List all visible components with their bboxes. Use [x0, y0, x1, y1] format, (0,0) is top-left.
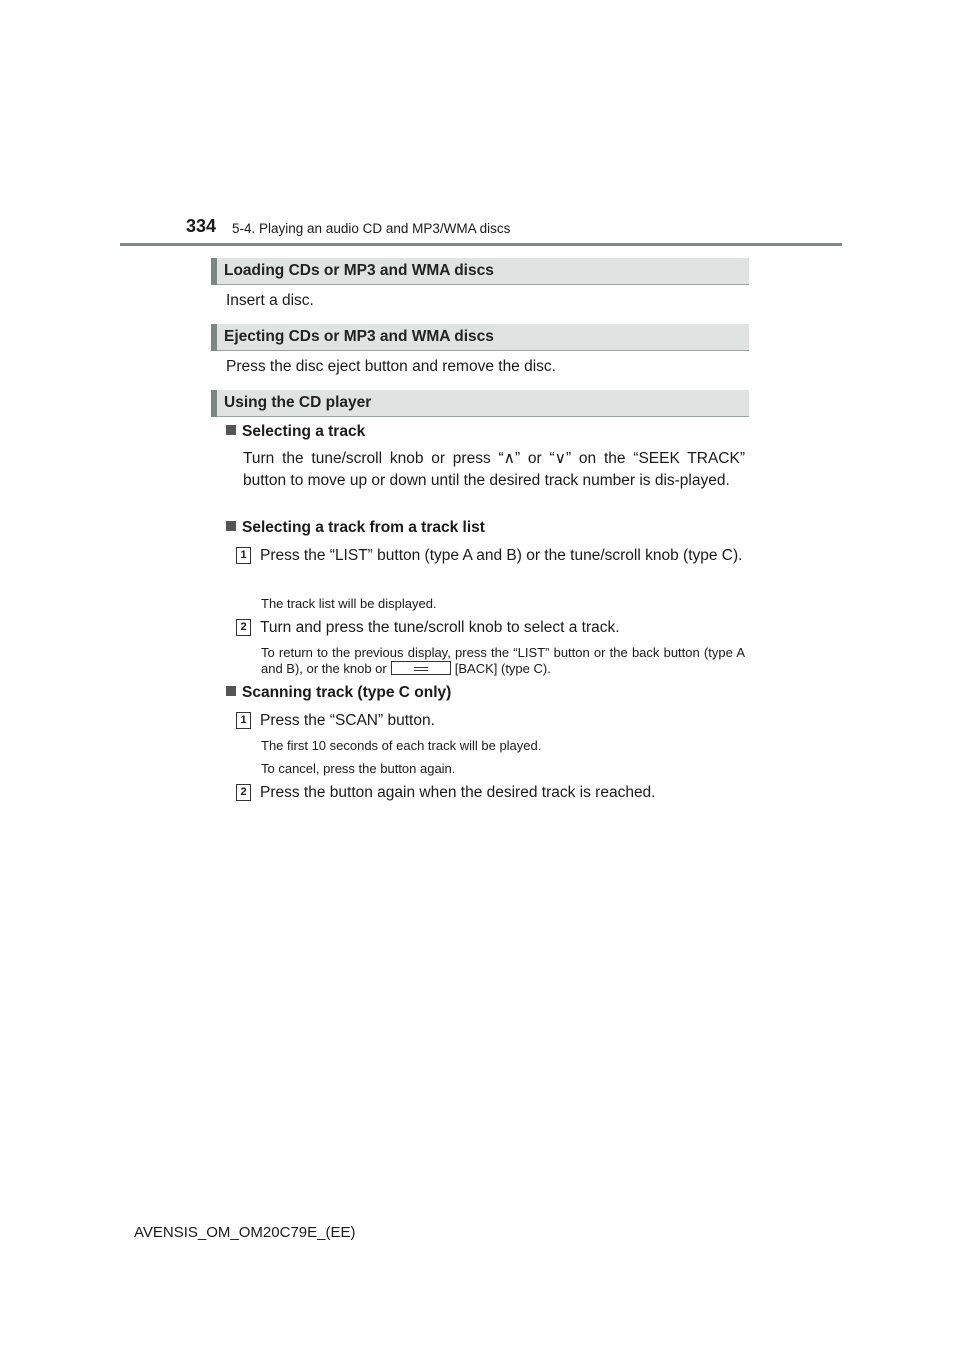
track-list-step1-note: The track list will be displayed.: [261, 596, 437, 611]
selecting-track-text: Turn the tune/scroll knob or press “∧” or “∨” on the “SEEK TRACK” button to move up or down until the desired track number is dis-played.: [243, 450, 745, 489]
step-number-box: 2: [236, 784, 251, 801]
section-title: Using the CD player: [224, 394, 372, 411]
subheading-label: Selecting a track: [242, 423, 366, 440]
step-number-box: 1: [236, 547, 251, 564]
track-list-step1-text: Press the “LIST” button (type A and B) or the tune/scroll knob (type C).: [260, 547, 743, 564]
subheading-scanning: [226, 684, 451, 702]
square-bullet-icon: [226, 425, 236, 435]
scanning-step1-note2: To cancel, press the button again.: [261, 761, 456, 776]
square-bullet-icon: [226, 686, 236, 696]
scanning-step1-note1: The first 10 seconds of each track will be played.: [261, 738, 542, 753]
back-button-icon: [391, 661, 451, 675]
note-text: [BACK] (type C).: [454, 661, 551, 676]
step-number-box: 2: [236, 619, 251, 636]
page-number: 334: [186, 216, 217, 236]
scanning-step1-text: Press the “SCAN” button.: [260, 712, 435, 729]
chapter-title: 5-4. Playing an audio CD and MP3/WMA discs: [232, 221, 511, 236]
loading-text: Insert a disc.: [226, 292, 314, 309]
section-header-loading: [211, 258, 749, 285]
subheading-label: Selecting a track from a track list: [242, 519, 485, 536]
track-list-step2-note: [261, 645, 745, 677]
footer-code: AVENSIS_OM_OM20C79E_(EE): [134, 1224, 356, 1241]
step-number-box: 1: [236, 712, 251, 729]
note-text: To return to the previous display, press the “LIST” button or the back button (type A and B), or the knob or: [261, 645, 745, 676]
square-bullet-icon: [226, 521, 236, 531]
section-title: Ejecting CDs or MP3 and WMA discs: [224, 328, 494, 345]
track-list-step2-text: Turn and press the tune/scroll knob to select a track.: [260, 619, 620, 636]
section-header-using: [211, 390, 749, 417]
subheading-selecting-track: [226, 423, 365, 441]
header-rule: [120, 243, 842, 246]
ejecting-text: Press the disc eject button and remove the disc.: [226, 358, 556, 375]
subheading-label: Scanning track (type C only): [242, 684, 452, 701]
scanning-step2-text: Press the button again when the desired track is reached.: [260, 784, 656, 801]
subheading-track-list: [226, 519, 485, 537]
section-header-ejecting: [211, 324, 749, 351]
section-title: Loading CDs or MP3 and WMA discs: [224, 262, 494, 279]
